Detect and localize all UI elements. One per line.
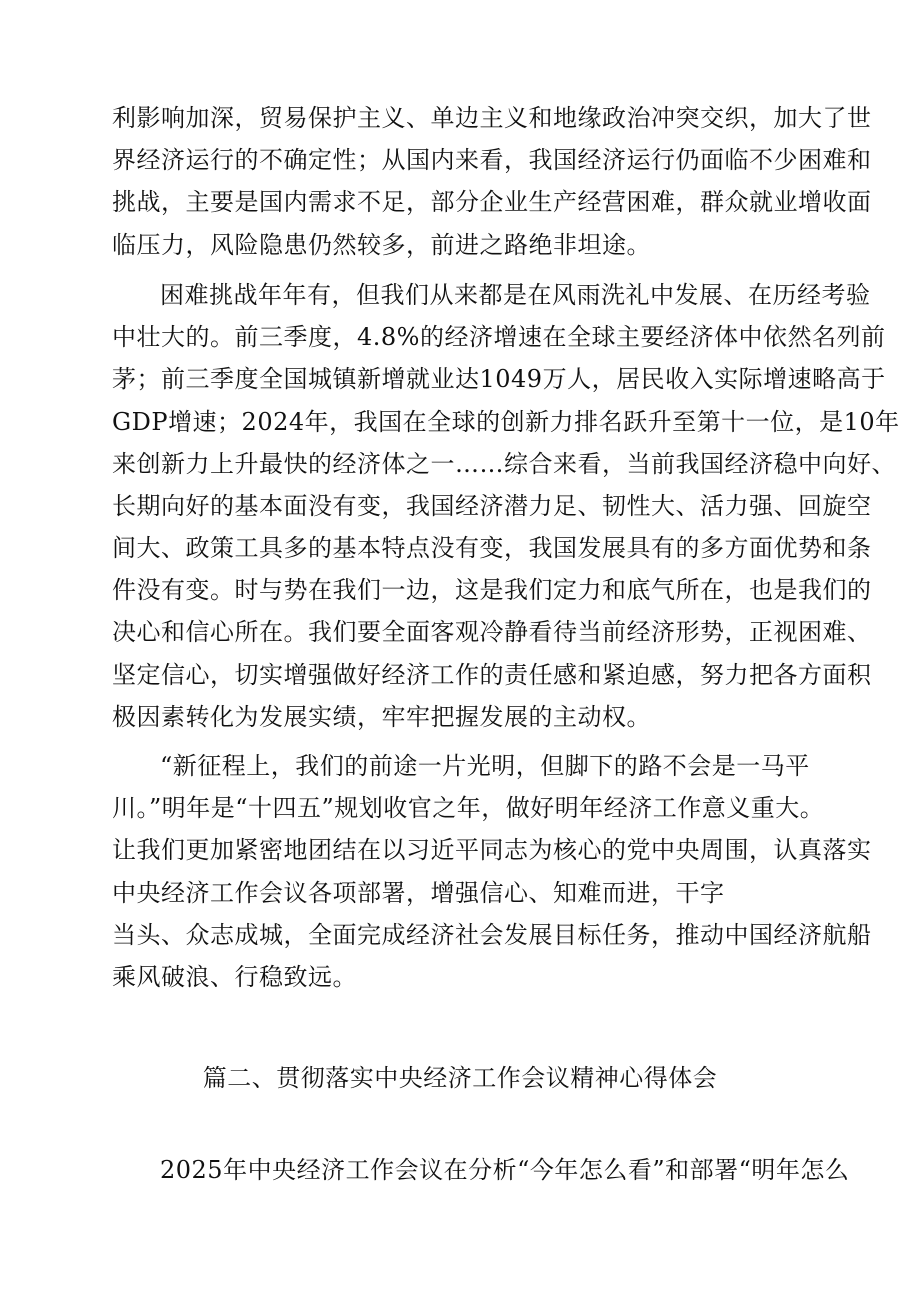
body-text-line: 2025年中央经济工作会议在分析“今年怎么看”和部署“明年怎么 <box>160 1156 850 1184</box>
body-text-line: 件没有变。时与势在我们一边，这是我们定力和底气所在，也是我们的 <box>112 576 872 604</box>
body-text-line: 间大、政策工具多的基本特点没有变，我国发展具有的多方面优势和条 <box>112 534 872 562</box>
body-text-line: 乘风破浪、行稳致远。 <box>112 963 357 991</box>
body-text-line: 来创新力上升最快的经济体之一……综合来看，当前我国经济稳中向好、 <box>112 450 896 478</box>
body-text-line: 坚定信心，切实增强做好经济工作的责任感和紧迫感，努力把各方面积 <box>112 661 872 689</box>
body-text-line: 困难挑战年年有，但我们从来都是在风雨洗礼中发展、在历经考验 <box>160 281 871 309</box>
body-text-line: 让我们更加紧密地团结在以习近平同志为核心的党中央周围，认真落实 <box>112 836 872 864</box>
body-text-line: 利影响加深，贸易保护主义、单边主义和地缘政治冲突交织，加大了世 <box>112 104 872 132</box>
body-text-line: 界经济运行的不确定性；从国内来看，我国经济运行仍面临不少困难和 <box>112 146 872 174</box>
section-heading: 篇二、贯彻落实中央经济工作会议精神心得体会 <box>202 1064 718 1092</box>
body-text-line: 中壮大的。前三季度，4.8%的经济增速在全球主要经济体中依然名列前 <box>112 323 886 351</box>
body-text-line: 决心和信心所在。我们要全面客观冷静看待当前经济形势，正视困难、 <box>112 618 872 646</box>
body-text-line: 挑战，主要是国内需求不足，部分企业生产经营困难，群众就业增收面 <box>112 188 872 216</box>
body-text-line: 当头、众志成城，全面完成经济社会发展目标任务，推动中国经济航船 <box>112 921 872 949</box>
body-text-line: “新征程上，我们的前途一片光明，但脚下的路不会是一马平 <box>160 752 810 780</box>
body-text-line: 临压力，风险隐患仍然较多，前进之路绝非坦途。 <box>112 231 651 259</box>
body-text-line: 茅；前三季度全国城镇新增就业达1049万人，居民收入实际增速略高于 <box>112 365 886 393</box>
body-text-line: 中央经济工作会议各项部署，增强信心、知难而进，干字 <box>112 879 725 907</box>
body-text-line: 川。”明年是“十四五”规划收官之年，做好明年经济工作意义重大。 <box>112 794 825 822</box>
body-text-line: 极因素转化为发展实绩，牢牢把握发展的主动权。 <box>112 703 651 731</box>
body-text-line: 长期向好的基本面没有变，我国经济潜力足、韧性大、活力强、回旋空 <box>112 492 872 520</box>
body-text-line: GDP增速；2024年，我国在全球的创新力排名跃升至第十一位，是10年 <box>112 408 900 436</box>
